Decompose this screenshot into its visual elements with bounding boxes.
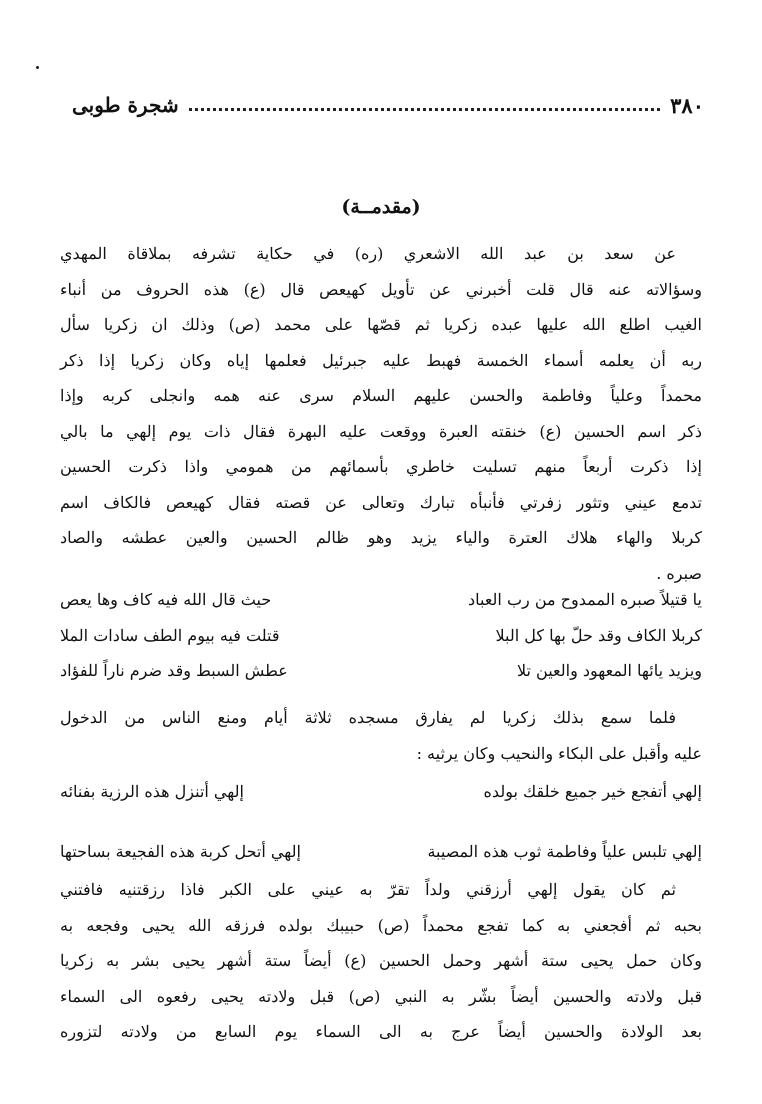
paragraph-line: عن سعد بن عبد الله الاشعري (ره) في حكاية تشرفه بملاقاة المهدي <box>60 244 676 263</box>
poem-one <box>60 582 702 689</box>
paragraph-line: بحبه ثم أفجعني به كما تفجع محمداً (ص) حبيبك بولده فرزقه الله يحيى وفجعه به <box>60 915 702 935</box>
poem-verse <box>60 774 702 810</box>
poem-verse <box>60 618 702 654</box>
paragraph-line: إذا ذكرت أربعاً منهم تسليت خاطري بأسمائهم من همومي واذا ذكرت الحسين <box>60 457 702 476</box>
verse-first-hemistich: يا قتيلاً صبره الممدوح من رب العباد <box>468 590 702 609</box>
intro-paragraph <box>60 236 702 591</box>
book-title: شجرة طوبى <box>72 93 179 117</box>
header-leader-dots <box>189 108 661 111</box>
paragraph-line: صبره . <box>656 563 702 583</box>
verse-first-hemistich: إلهي أتفجع خير جميع خلقك بولده <box>483 782 702 801</box>
paragraph-line: ثم كان يقول إلهي أرزقني ولداً تقرّ به عيني على الكبر فاذا رزقتنيه فافتني <box>60 880 676 899</box>
poem-verse <box>60 834 702 870</box>
verse-second-hemistich: قتلت فيه بيوم الطف سادات الملا <box>60 625 280 645</box>
paragraph-line: قبل ولادته والحسين أيضاً بشّر به النبي (ص) قبل ولادته يحيى رفعوه الى السماء <box>60 986 702 1006</box>
verse-first-hemistich: ويزيد يائها المعهود والعين تلا <box>516 661 702 680</box>
paragraph-line: وكان حمل يحيى ستة أشهر وحمل الحسين (ع) أيضاً ستة أشهر يحيى بشر به زكريا <box>60 951 702 970</box>
verse-first-hemistich: كربلا الكاف وقد حلّ بها كل البلا <box>495 625 702 645</box>
verse-second-hemistich: إلهي أتحل كربة هذه الفجيعة بساحتها <box>60 842 301 861</box>
verse-second-hemistich: عطش السبط وقد ضرم ناراً للفؤاد <box>60 661 288 680</box>
poem-verse <box>60 582 702 618</box>
verse-second-hemistich: إلهي أتنزل هذه الرزية بفنائه <box>60 782 244 801</box>
paragraph-line: الغيب اطلع الله عليها عبده زكريا ثم قصّها على محمد (ص) وذلك ان زكريا سأل <box>60 315 702 334</box>
running-header <box>72 88 704 122</box>
poem-verse <box>60 653 702 689</box>
paragraph-line: محمداً وعلياً وفاطمة والحسن عليهم السلام سرى عنه همه وانجلى كربه وإذا <box>60 386 702 405</box>
paragraph-line: تدمع عيني وتثور زفرتي فأنبأه تبارك وتعالى عن قصته فقال كهيعص فالكاف اسم <box>60 492 702 512</box>
paragraph-line: كربلا والهاء هلاك العترة والياء يزيد وهو ظالم الحسين والعين عطشه والصاد <box>60 528 702 547</box>
paragraph-line: ذكر اسم الحسين (ع) خنقته العبرة ووقعت عليه البهرة فقال ذات يوم إلهي ما بالي <box>60 421 702 441</box>
verse-second-hemistich: حيث قال الله فيه كاف وها يعص <box>60 590 272 609</box>
paragraph-line: فلما سمع بذلك زكريا لم يفارق مسجده ثلاثة أيام ومنع الناس من الدخول <box>60 708 676 727</box>
paragraph-line: ربه أن يعلمه أسماء الخمسة فهبط عليه جبرئيل فعلمها إياه وكان زكريا إذا ذكر <box>60 350 702 370</box>
poem-two-verse-1 <box>60 774 702 810</box>
verse-first-hemistich: إلهي تلبس علياً وفاطمة ثوب هذه المصيبة <box>427 842 702 861</box>
middle-paragraph <box>60 700 702 771</box>
section-title: (مقدمــة) <box>341 196 421 218</box>
paragraph-line: وسؤالاته عنه قال قلت أخبرني عن تأويل كهيعص قال (ع) هذه الحروف من أنباء <box>60 279 702 299</box>
paragraph-line: بعد الولادة والحسين أيضاً عرج به الى السماء يوم السابع من ولادته لتزوره <box>60 1022 702 1041</box>
page-speck <box>36 66 39 69</box>
poem-two-verse-2 <box>60 834 702 870</box>
page-number: ٣٨٠ <box>670 92 704 118</box>
final-paragraph <box>60 872 702 1050</box>
paragraph-line: عليه وأقبل على البكاء والنحيب وكان يرثيه : <box>416 743 702 763</box>
